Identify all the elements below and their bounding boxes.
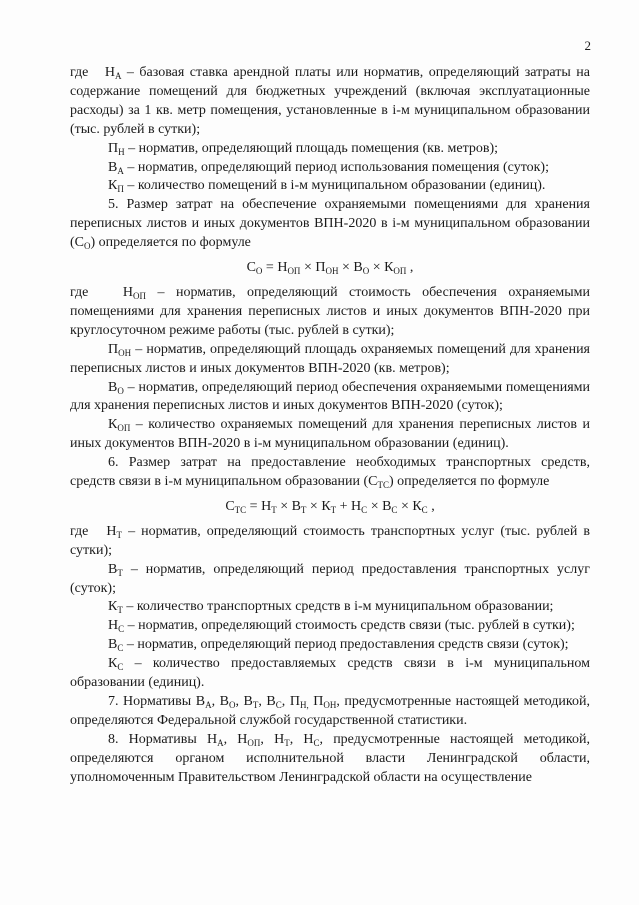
- paragraph: где $Н_{ОП}$ – норматив, определяющий стоимость обеспечения охраняемыми помещениями для хранения переписных листов и иных документов ВПН-2020 при круглосуточном режиме работы (тыс. рублей в сутки);: [70, 284, 590, 338]
- formula: $С_О = Н_{ОП} \times П_{ОН} \times В_О \times К_{ОП}$ ,: [246, 260, 414, 277]
- paragraph: $В_О$ – норматив, определяющий период обеспечения охраняемыми помещениями для хранения переписных листов и иных документов ВПН-2020 (суток);: [70, 379, 590, 414]
- paragraph: $К_Т$ – количество транспортных средств в i-м муниципальном образовании;: [108, 599, 554, 616]
- formula: $С_{ТС} = Н_Т \times В_Т \times К_Т + Н_С \times В_С \times К_С$ ,: [225, 498, 435, 515]
- paragraph: 5. Размер затрат на обеспечение охраняемыми помещениями для хранения переписных листов и иных документов ВПН-2020 в i-м муниципальном образовании $(С_О)$ определяется по формуле: [70, 197, 590, 252]
- paragraph: где $Н_Т$ – норматив, определяющий стоимость транспортных услуг (тыс. рублей в сутки);: [70, 523, 590, 558]
- paragraph: $К_П$ – количество помещений в i-м муниципальном образовании (единиц).: [108, 178, 546, 195]
- paragraph: $П_Н$ – норматив, определяющий площадь помещения (кв. метров);: [108, 140, 499, 157]
- page-number: 2: [584, 38, 591, 53]
- paragraph: $В_Т$ – норматив, определяющий период предоставления транспортных услуг (суток);: [70, 561, 590, 596]
- paragraph: $В_С$ – норматив, определяющий период предоставления средств связи (суток);: [108, 637, 569, 654]
- paragraph: $П_{ОН}$ – норматив, определяющий площадь охраняемых помещений для хранения переписных листов и иных документов ВПН-2020 (кв. метров);: [70, 341, 590, 376]
- document-body: [70, 64, 590, 788]
- paragraph: $К_{ОП}$ – количество охраняемых помещений для хранения переписных листов и иных документов ВПН-2020 в i-м муниципальном образовании (единиц).: [70, 417, 590, 452]
- paragraph: $В_А$ – норматив, определяющий период использования помещения (суток);: [108, 159, 549, 176]
- paragraph: 6. Размер затрат на предоставление необходимых транспортных средств, средств связи в i-м муниципальном образовании $(С_{ТС})$ определяется по формуле: [70, 455, 590, 491]
- paragraph: 8. Нормативы $Н_А$, $Н_{ОП}$, $Н_Т$, $Н_С$, предусмотренные настоящей методикой, определяются органом исполнительной власти Ленинградской области, уполномоченным Правительством Ленинградской области на осуществление: [70, 731, 590, 785]
- paragraph: $Н_С$ – норматив, определяющий стоимость средств связи (тыс. рублей в сутки);: [108, 618, 575, 635]
- paragraph: 7. Нормативы $В_А$, $В_О$, $В_Т$, $В_С$, $П_{Н,}$ $П_{ОН}$, предусмотренные настоящей методикой, определяются Федеральной службой государственной статистики.: [70, 694, 590, 728]
- paragraph: $К_С$ – количество предоставляемых средств связи в i-м муниципальном образовании (единиц).: [70, 656, 590, 691]
- paragraph: где $Н_А$ – базовая ставка арендной платы или норматив, определяющий затраты на содержание помещений для бюджетных учреждений (включая эксплуатационные расходы) за 1 кв. метр помещения, установленные в i-м муниципальном образовании (тыс. рублей в сутки);: [70, 65, 590, 137]
